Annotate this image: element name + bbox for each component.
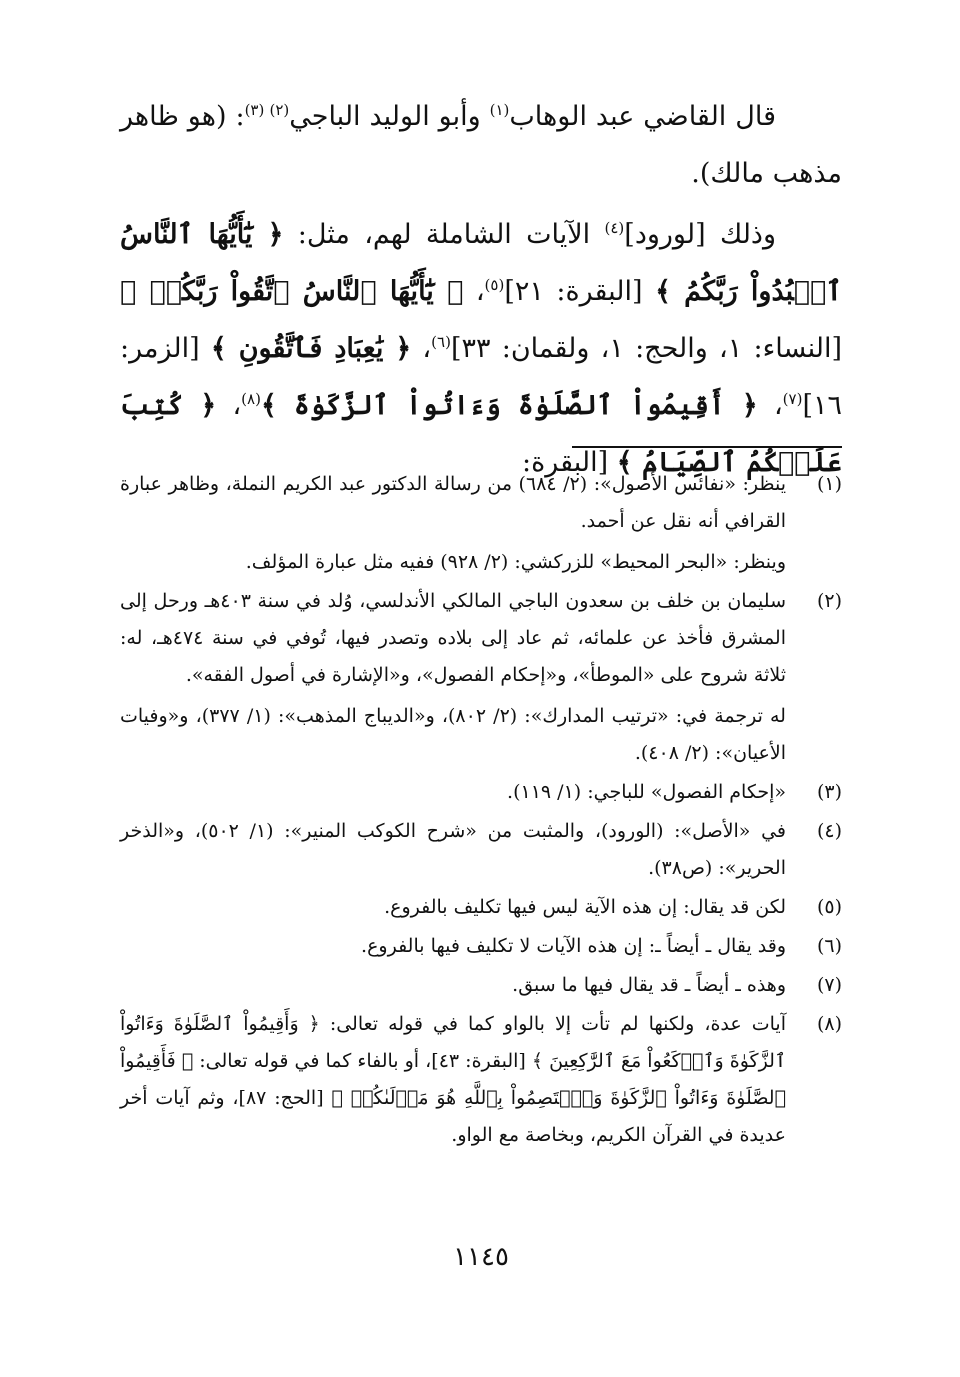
footnote bbox=[120, 466, 842, 581]
footnotes bbox=[120, 466, 842, 1156]
footnote-ref-2: (٢) bbox=[269, 101, 290, 119]
quran-verse-1: ﴿ يَٰٓأَيُّهَا ٱلنَّاسُ ٱعۡبُدُواْ رَبَّكُمُ ﴾ bbox=[120, 219, 843, 307]
text-span: ، bbox=[411, 333, 432, 364]
footnote-text: له ترجمة في: «ترتيب المدارك»: (٢/ ٨٠٢)، و«الديباج المذهب»: (١/ ٣٧٧)، و«وفيات الأعيان»: (٢/ ٤٠٨). bbox=[120, 705, 786, 764]
text-span: وأبو الوليد الباجي bbox=[289, 101, 490, 132]
footnote-ref-5: (٥) bbox=[484, 276, 505, 294]
text-span: الآيات الشاملة لهم، مثل: bbox=[283, 219, 605, 250]
footnote-text: في «الأصل»: (الورود)، والمثبت من «شرح الكوكب المنير»: (١/ ٥٠٢)، و«الذخر الحرير»: (ص٣٨). bbox=[120, 820, 787, 879]
footnote-body bbox=[120, 466, 786, 581]
footnote bbox=[120, 1006, 842, 1154]
footnote-number: (٢) bbox=[816, 590, 842, 612]
footnote-number: (١) bbox=[816, 473, 842, 495]
text-span: وذلك [لورود] bbox=[624, 219, 776, 250]
footnote bbox=[120, 967, 842, 1004]
text-span: [البقرة: bbox=[521, 447, 617, 478]
footnote-ref-7: (٧) bbox=[782, 390, 803, 408]
footnote-text: وهذه ـ أيضاً ـ قد يقال فيها ما سبق. bbox=[512, 974, 786, 996]
quran-verse-4: ﴿ أَقِيمُواْ ٱلصَّلَوٰةَ وَءَاتُواْ ٱلزَّكَوٰةَ ﴾ bbox=[260, 390, 758, 421]
footnote bbox=[120, 889, 842, 926]
text-span: ، bbox=[216, 390, 242, 421]
footnote-body bbox=[120, 1006, 786, 1154]
footnote-number: (٤) bbox=[816, 820, 842, 842]
quran-verse-2: ﴿ يَٰٓأَيُّهَا ٱلنَّاسُ ٱتَّقُواْ رَبَّكُمۡ ﴾ bbox=[120, 276, 464, 307]
page-number: ١١٤٥ bbox=[453, 1242, 509, 1272]
footnote-text: «إحكام الفصول» للباجي: (١/ ١١٩). bbox=[507, 781, 786, 803]
quran-verse-5: ﴿ كُتِبَ عَلَيۡكُمُ ٱلصِّيَامُ ﴾ bbox=[120, 390, 842, 478]
footnote-body bbox=[120, 813, 786, 887]
footnote bbox=[120, 583, 842, 772]
text-span: : (هو ظاهر مذهب مالك). bbox=[120, 101, 842, 189]
footnote-body bbox=[120, 967, 786, 1004]
footnote-number: (٨) bbox=[816, 1013, 842, 1035]
footnote-body bbox=[120, 583, 786, 772]
footnote-text: ينظر: «نفائس الأصول»: (٢/ ٦٨٤) من رسالة الدكتور عبد الكريم النملة، وظاهر عبارة القرافي أنه نقل عن أحمد. bbox=[120, 473, 786, 532]
footnote-body bbox=[120, 774, 786, 811]
footnote-ref-6: (٦) bbox=[431, 333, 451, 351]
footnote-text: وقد يقال ـ أيضاً ـ: إن هذه الآيات لا تكليف فيها بالفروع. bbox=[361, 935, 786, 957]
text-span: ، bbox=[757, 390, 783, 421]
footnote-number: (٣) bbox=[816, 781, 842, 803]
footnote-ref-3: (٣) bbox=[244, 101, 270, 119]
paragraph-1 bbox=[120, 88, 842, 202]
footnote-ref-4: (٤) bbox=[604, 219, 625, 237]
text-span: [النساء: ١، والحج: ١، ولقمان: ٣٣] bbox=[450, 333, 842, 364]
book-page bbox=[120, 0, 842, 1377]
footnote-ref-8: (٨) bbox=[241, 390, 261, 408]
footnote-ref-1: (١) bbox=[489, 101, 510, 119]
text-span: قال القاضي عبد الوهاب bbox=[509, 101, 776, 132]
footnote bbox=[120, 813, 842, 887]
footnote-number: (٥) bbox=[816, 896, 842, 918]
text-span: [الزمر: ١٦] bbox=[120, 333, 843, 421]
footnote-body bbox=[120, 928, 786, 965]
footnote-body bbox=[120, 889, 786, 926]
footnote bbox=[120, 928, 842, 965]
footnote-separator bbox=[572, 446, 842, 448]
footnote-text: آيات عدة، ولكنها لم تأت إلا بالواو كما في قوله تعالى: ﴿ وَأَقِيمُواْ ٱلصَّلَوٰةَ وَءَاتُواْ ٱلزَّكَوٰةَ وَٱرۡكَعُواْ مَعَ ٱلرَّٰكِعِينَ ﴾ [البقرة: ٤٣]، أو بالفاء كما في قوله تعالى: ﴿ فَأَقِيمُواْ ٱلصَّلَوٰةَ وَءَاتُواْ ٱلزَّكَوٰةَ وَٱعۡتَصِمُواْ بِٱللَّهِ هُوَ مَوۡلَىٰكُمۡ ﴾ [الحج: ٨٧]، وثم آيات أخر عديدة في القرآن الكريم، وبخاصة مع الواو. bbox=[120, 1013, 786, 1146]
footnote bbox=[120, 774, 842, 811]
text-span: ، bbox=[463, 276, 485, 307]
footnote-number: (٧) bbox=[816, 974, 842, 996]
quran-verse-3: ﴿ يَٰعِبَادِ فَٱتَّقُونِ ﴾ bbox=[210, 333, 412, 364]
footnote-text: سليمان بن خلف بن سعدون الباجي المالكي الأندلسي، وُلد في سنة ٤٠٣هـ ورحل إلى المشرق فأخذ عن علمائه، ثم عاد إلى بلاده وتصدر فيها، تُوفي في سنة ٤٧٤هـ، له: ثلاثة شروح على «الموطأ»، و«إحكام الفصول»، و«الإشارة في أصول الفقه». bbox=[120, 590, 787, 686]
paragraph-2 bbox=[120, 206, 842, 491]
footnote-text: لكن قد يقال: إن هذه الآية ليس فيها تكليف بالفروع. bbox=[384, 896, 786, 918]
text-span: [البقرة: ٢١] bbox=[504, 276, 656, 307]
footnote-text: وينظر: «البحر المحيط» للزركشي: (٢/ ٩٢٨) ففيه مثل عبارة المؤلف. bbox=[245, 551, 786, 573]
footnote-number: (٦) bbox=[816, 935, 842, 957]
main-text bbox=[120, 88, 842, 495]
